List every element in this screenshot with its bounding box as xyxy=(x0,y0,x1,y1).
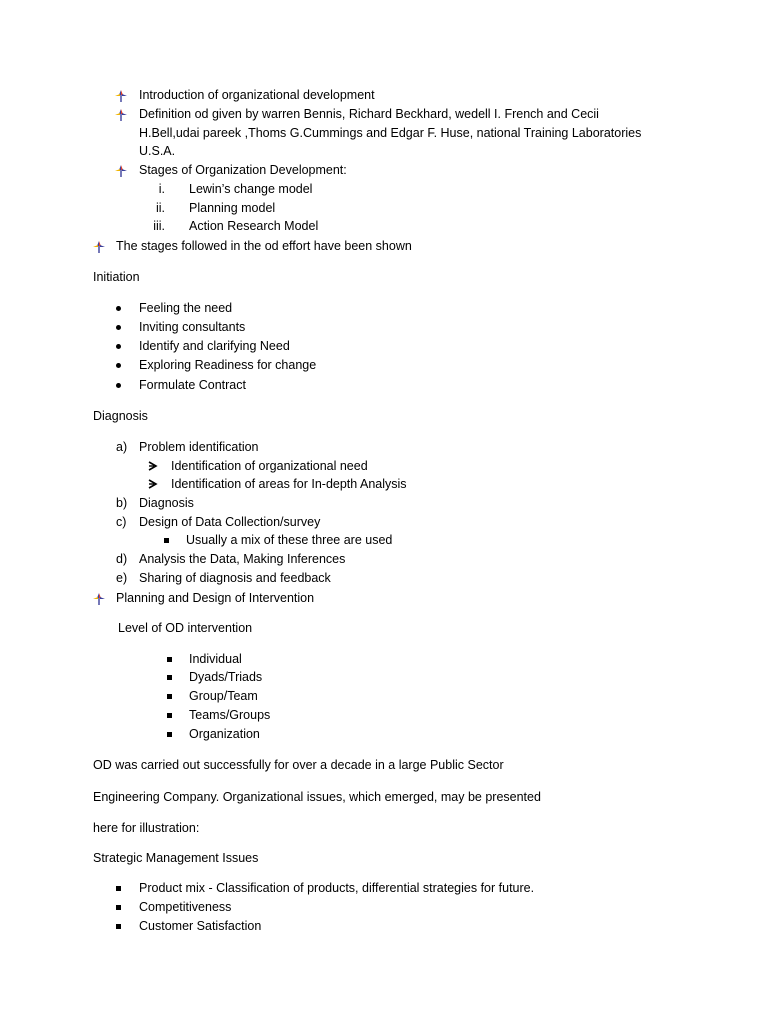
level-item: Individual xyxy=(189,652,242,666)
stage-label: Action Research Model xyxy=(189,219,319,233)
bullet-dot-icon xyxy=(116,344,121,349)
diagnosis-marker: c) xyxy=(116,515,127,529)
level-item: Dyads/Triads xyxy=(189,670,263,684)
initiation-item: Inviting consultants xyxy=(139,320,246,334)
initiation-item: Identify and clarifying Need xyxy=(139,339,290,353)
strategic-item: Competitiveness xyxy=(139,900,232,914)
diagnosis-subitem: Identification of areas for In-depth Analysis xyxy=(171,477,407,491)
diagnosis-marker: a) xyxy=(116,440,128,454)
bullet-square-icon xyxy=(164,538,169,543)
bullet-square-icon xyxy=(167,694,172,699)
arrow-bullet-icon xyxy=(115,109,127,121)
chevron-right-icon xyxy=(148,461,158,471)
stage-label: Lewin’s change model xyxy=(189,182,313,196)
diagnosis-heading: Diagnosis xyxy=(93,409,148,423)
diagnosis-subitem: Identification of organizational need xyxy=(171,459,368,473)
bullet-dot-icon xyxy=(116,325,121,330)
stage-numeral: ii. xyxy=(155,201,165,215)
initiation-item: Formulate Contract xyxy=(139,378,246,392)
diagnosis-item: Diagnosis xyxy=(139,496,194,510)
initiation-item: Feeling the need xyxy=(139,301,233,315)
diagnosis-item: Sharing of diagnosis and feedback xyxy=(139,571,331,585)
planning-heading: Planning and Design of Intervention xyxy=(116,591,315,605)
chevron-right-icon xyxy=(148,479,158,489)
bullet-dot-icon xyxy=(116,383,121,388)
stage-numeral: iii. xyxy=(153,219,165,233)
diagnosis-marker: e) xyxy=(116,571,128,585)
intro-item-2-line-1: Definition od given by warren Bennis, Richard Beckhard, wedell I. French and Cecii xyxy=(139,107,599,121)
bullet-square-icon xyxy=(116,905,121,910)
bullet-square-icon xyxy=(116,924,121,929)
stage-label: Planning model xyxy=(189,201,276,215)
level-heading: Level of OD intervention xyxy=(118,621,253,635)
diagnosis-subitem: Usually a mix of these three are used xyxy=(186,533,393,547)
intro-item-2-line-3: U.S.A. xyxy=(139,144,176,158)
intro-item-3: Stages of Organization Development: xyxy=(139,163,347,177)
bullet-dot-icon xyxy=(116,363,121,368)
diagnosis-item: Problem identification xyxy=(139,440,259,454)
arrow-bullet-icon xyxy=(115,165,127,177)
bullet-square-icon xyxy=(167,732,172,737)
arrow-bullet-icon xyxy=(115,90,127,102)
paragraph-line: Engineering Company. Organizational issues, which emerged, may be presented xyxy=(93,790,541,804)
bullet-square-icon xyxy=(167,675,172,680)
intro-item-2-line-2: H.Bell,udai pareek ,Thoms G.Cummings and Edgar F. Huse, national Training Laboratories xyxy=(139,126,642,140)
arrow-bullet-icon xyxy=(93,593,105,605)
diagnosis-item: Design of Data Collection/survey xyxy=(139,515,321,529)
diagnosis-marker: b) xyxy=(116,496,128,510)
initiation-item: Exploring Readiness for change xyxy=(139,358,317,372)
bullet-square-icon xyxy=(167,657,172,662)
paragraph-line: here for illustration: xyxy=(93,821,200,835)
level-item: Group/Team xyxy=(189,689,258,703)
strategic-item: Product mix - Classification of products, differential strategies for future. xyxy=(139,881,535,895)
bullet-dot-icon xyxy=(116,306,121,311)
intro-item-1: Introduction of organizational development xyxy=(139,88,375,102)
strategic-heading: Strategic Management Issues xyxy=(93,851,259,865)
stage-numeral: i. xyxy=(158,182,165,196)
diagnosis-marker: d) xyxy=(116,552,128,566)
level-item: Organization xyxy=(189,727,260,741)
paragraph-line: OD was carried out successfully for over a decade in a large Public Sector xyxy=(93,758,504,772)
strategic-item: Customer Satisfaction xyxy=(139,919,262,933)
bullet-square-icon xyxy=(167,713,172,718)
arrow-bullet-icon xyxy=(93,241,105,253)
diagnosis-item: Analysis the Data, Making Inferences xyxy=(139,552,346,566)
initiation-heading: Initiation xyxy=(93,270,140,284)
level-item: Teams/Groups xyxy=(189,708,271,722)
bullet-square-icon xyxy=(116,886,121,891)
stages-followed-text: The stages followed in the od effort have been shown xyxy=(116,239,412,253)
